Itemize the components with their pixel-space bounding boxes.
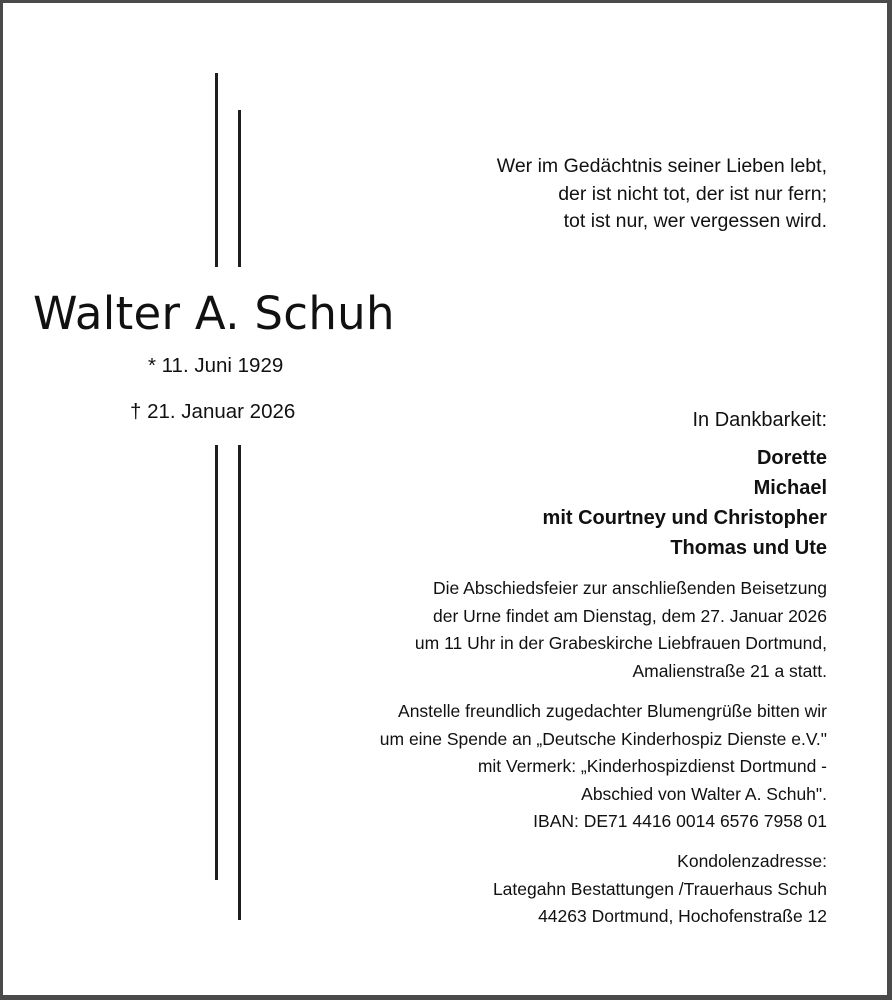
- donation-line: mit Vermerk: „Kinderhospizdienst Dortmund -: [477, 756, 827, 776]
- quote-line: der ist nicht tot, der ist nur fern;: [558, 182, 827, 205]
- mourners-list: [543, 443, 827, 563]
- ceremony-line: Amalienstraße 21 a statt.: [632, 660, 827, 681]
- donation-line: Anstelle freundlich zugedachter Blumengrüße bitten wir: [398, 701, 827, 721]
- obituary-card: [3, 3, 887, 995]
- donation-line: Abschied von Walter A. Schuh".: [581, 783, 827, 804]
- death-date: † 21. Januar 2026: [130, 400, 296, 423]
- quote-line: Wer im Gedächtnis seiner Lieben lebt,: [496, 155, 827, 177]
- ceremony-line: der Urne findet am Dienstag, dem 27. Januar 2026: [433, 605, 827, 626]
- mourners-label: In Dankbarkeit:: [692, 409, 827, 431]
- ceremony-line: Die Abschiedsfeier zur anschließenden Beisetzung: [433, 578, 827, 598]
- condolence-address: [493, 848, 827, 931]
- mourner-name: mit Courtney und Christopher: [542, 507, 827, 529]
- mourner-name: Thomas und Ute: [670, 537, 827, 559]
- decorative-line-top-left: [215, 73, 218, 267]
- ceremony-notice: [415, 575, 827, 685]
- decorative-line-top-right: [238, 110, 241, 267]
- condolence-line: Kondolenzadresse:: [677, 851, 827, 871]
- deceased-name: Walter A. Schuh: [33, 287, 395, 340]
- mourner-name: Dorette: [756, 447, 827, 469]
- condolence-line: 44263 Dortmund, Hochofenstraße 12: [538, 906, 827, 926]
- mourner-name: Michael: [753, 477, 827, 499]
- iban: IBAN: DE71 4416 0014 6576 7958 01: [533, 811, 827, 831]
- quote-line: tot ist nur, wer vergessen wird.: [563, 210, 827, 232]
- decorative-line-bottom-right: [238, 445, 241, 920]
- donation-notice: [380, 698, 827, 836]
- donation-line: um eine Spende an „Deutsche Kinderhospiz Dienste e.V.": [379, 728, 827, 749]
- decorative-line-bottom-left: [215, 445, 218, 880]
- ceremony-line: um 11 Uhr in der Grabeskirche Liebfrauen Dortmund,: [414, 633, 827, 653]
- memorial-quote: [497, 153, 827, 236]
- birth-date: * 11. Juni 1929: [148, 354, 284, 377]
- condolence-line: Lategahn Bestattungen /Trauerhaus Schuh: [492, 878, 827, 899]
